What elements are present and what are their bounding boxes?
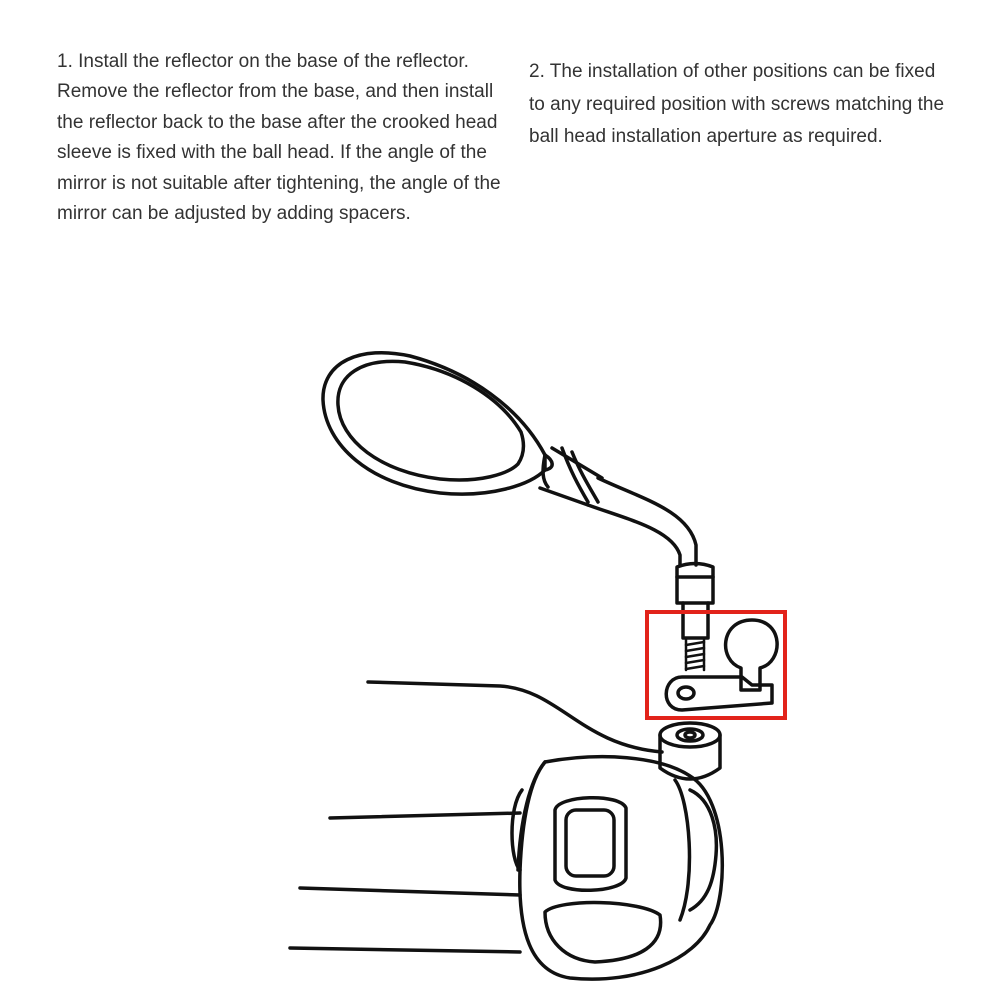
screw-thread (686, 640, 704, 670)
switch-button (555, 798, 626, 891)
handlebar (290, 682, 662, 952)
instruction-step-2: 2. The installation of other positions can be fixed to any required position with screws matching the ball head installation aperture as required. (529, 61, 945, 147)
mirror-head (323, 353, 552, 494)
mount-post (660, 723, 720, 779)
mirror-stem (540, 448, 696, 565)
crooked-head-sleeve (677, 564, 713, 639)
lower-switch (545, 903, 661, 962)
instruction-step-1: 1. Install the reflector on the base of the reflector. Remove the reflector from the base, and then install the reflector back to the base after the crooked head sleeve is fixed with the ball head. If the angle of the mirror is not suitable after tightening, the angle of the mirror can be adjusted by adding spacers. (57, 51, 501, 225)
switch-housing (512, 757, 722, 979)
